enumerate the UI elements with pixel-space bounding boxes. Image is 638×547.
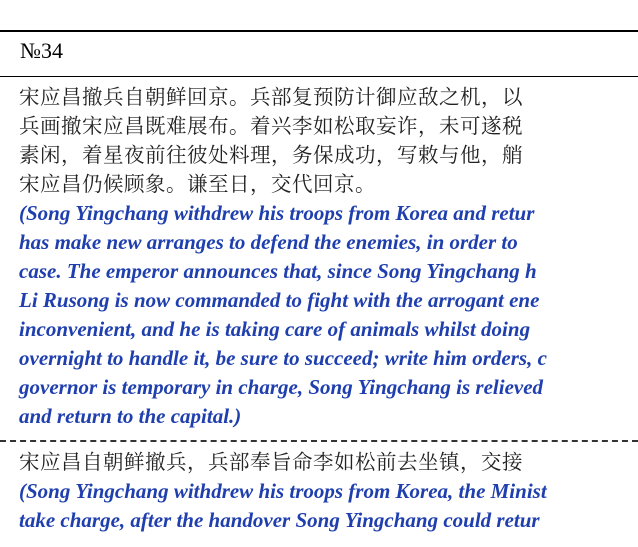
english-line: Li Rusong is now commanded to fight with the arrogant ene (19, 288, 540, 312)
chinese-line: 宋应昌撤兵自朝鲜回京。兵部复预防计御应敌之机，以 (19, 85, 523, 109)
english-line: and return to the capital.) (19, 404, 242, 428)
chinese-line: 宋应昌自朝鲜撤兵，兵部奉旨命李如松前去坐镇，交接 (19, 450, 523, 474)
record-1 (19, 83, 547, 431)
chinese-line: 宋应昌仍候顾象。谦至日，交代回京。 (19, 172, 376, 196)
chinese-line: 兵画撤宋应昌既难展布。着兴李如松取妄诈，未可遂税 (19, 114, 523, 138)
record-1-chinese-text (19, 83, 547, 199)
record-2-chinese-text (19, 448, 547, 477)
record-separator (0, 440, 638, 442)
english-line: case. The emperor announces that, since Song Yingchang h (19, 259, 537, 283)
english-line: take charge, after the handover Song Yingchang could retur (19, 508, 540, 532)
english-line: has make new arranges to defend the enemies, in order to (19, 230, 518, 254)
record-2-english-translation (19, 477, 547, 535)
record-1-english-translation (19, 199, 547, 431)
english-line: (Song Yingchang withdrew his troops from Korea, the Minist (19, 479, 547, 503)
english-line: overnight to handle it, be sure to succeed; write him orders, c (19, 346, 547, 370)
header-rule (0, 76, 638, 77)
entry-number: №34 (20, 38, 63, 63)
record-2 (19, 448, 547, 535)
english-line: inconvenient, and he is taking care of animals whilst doing (19, 317, 531, 341)
chinese-line: 素闲，着星夜前往彼处料理，务保成功，写敕与他，艄 (19, 143, 523, 167)
english-line: (Song Yingchang withdrew his troops from Korea and retur (19, 201, 535, 225)
english-line: governor is temporary in charge, Song Yingchang is relieved (19, 375, 544, 399)
top-rule (0, 30, 638, 32)
